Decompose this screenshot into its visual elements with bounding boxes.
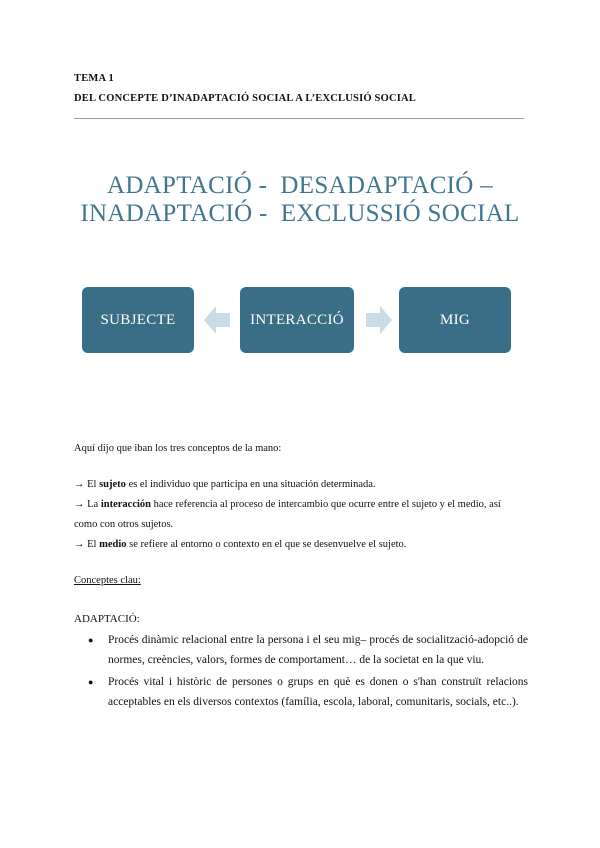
diagram-box-interaccio: INTERACCIÓ: [240, 287, 354, 353]
bullet-icon: ●: [88, 635, 94, 645]
diagram-box-mig: MIG: [399, 287, 511, 353]
concept-term: sujeto: [99, 479, 126, 490]
concept-medio: [74, 538, 406, 552]
intro-text: Aquí dijo que iban los tres conceptos de la mano:: [74, 443, 282, 454]
main-title-line-2: INADAPTACIÓ - EXCLUSSIÓ SOCIAL: [80, 200, 520, 227]
concept-prefix: → El: [74, 539, 100, 550]
tema-heading: TEMA 1: [74, 73, 114, 84]
concept-sujeto: [74, 478, 376, 492]
arrow-right-icon: [366, 306, 392, 334]
concept-definition: es el individuo que participa en una situación determinada.: [125, 479, 376, 490]
concept-term: medio: [99, 539, 127, 550]
tema-subtitle: DEL CONCEPTE D’INADAPTACIÓ SOCIAL A L’EXCLUSIÓ SOCIAL: [74, 93, 417, 104]
key-concepts-heading: Conceptes clau:: [74, 575, 141, 586]
main-title-line-1: ADAPTACIÓ - DESADAPTACIÓ –: [106, 172, 494, 199]
adaptacio-heading: ADAPTACIÓ:: [74, 613, 140, 625]
list-item: [88, 672, 528, 712]
concept-term: interacción: [100, 499, 151, 510]
adaptacio-bullet-list: [88, 630, 528, 714]
concept-definition: hace referencia al proceso de intercambio que ocurre entre el sujeto y el medio, así: [150, 499, 501, 510]
concept-definition: se refiere al entorno o contexto en el que se desenvuelve el sujeto.: [126, 539, 407, 550]
concept-prefix: → La: [74, 499, 101, 510]
concept-interaccion: [74, 498, 501, 512]
list-item-text: Procés dinàmic relacional entre la persona i el seu mig– procés de socialització-adopció de normes, creències, valors, formes de comportament… de la societat en la que viu.: [108, 634, 528, 666]
bullet-icon: ●: [88, 677, 94, 687]
list-item: [88, 630, 528, 670]
header-divider: [74, 118, 524, 119]
list-item-text: Procés vital i històric de persones o grups en què es donen o s'han construït relacions acceptables en els diversos contextos (família, escola, laboral, comunitaris, socials, etc..).: [108, 676, 528, 708]
concept-interaccion-continuation: como con otros sujetos.: [74, 519, 174, 530]
concept-prefix: → El: [74, 479, 100, 490]
diagram-box-subjecte: SUBJECTE: [82, 287, 194, 353]
arrow-left-icon: [204, 306, 230, 334]
